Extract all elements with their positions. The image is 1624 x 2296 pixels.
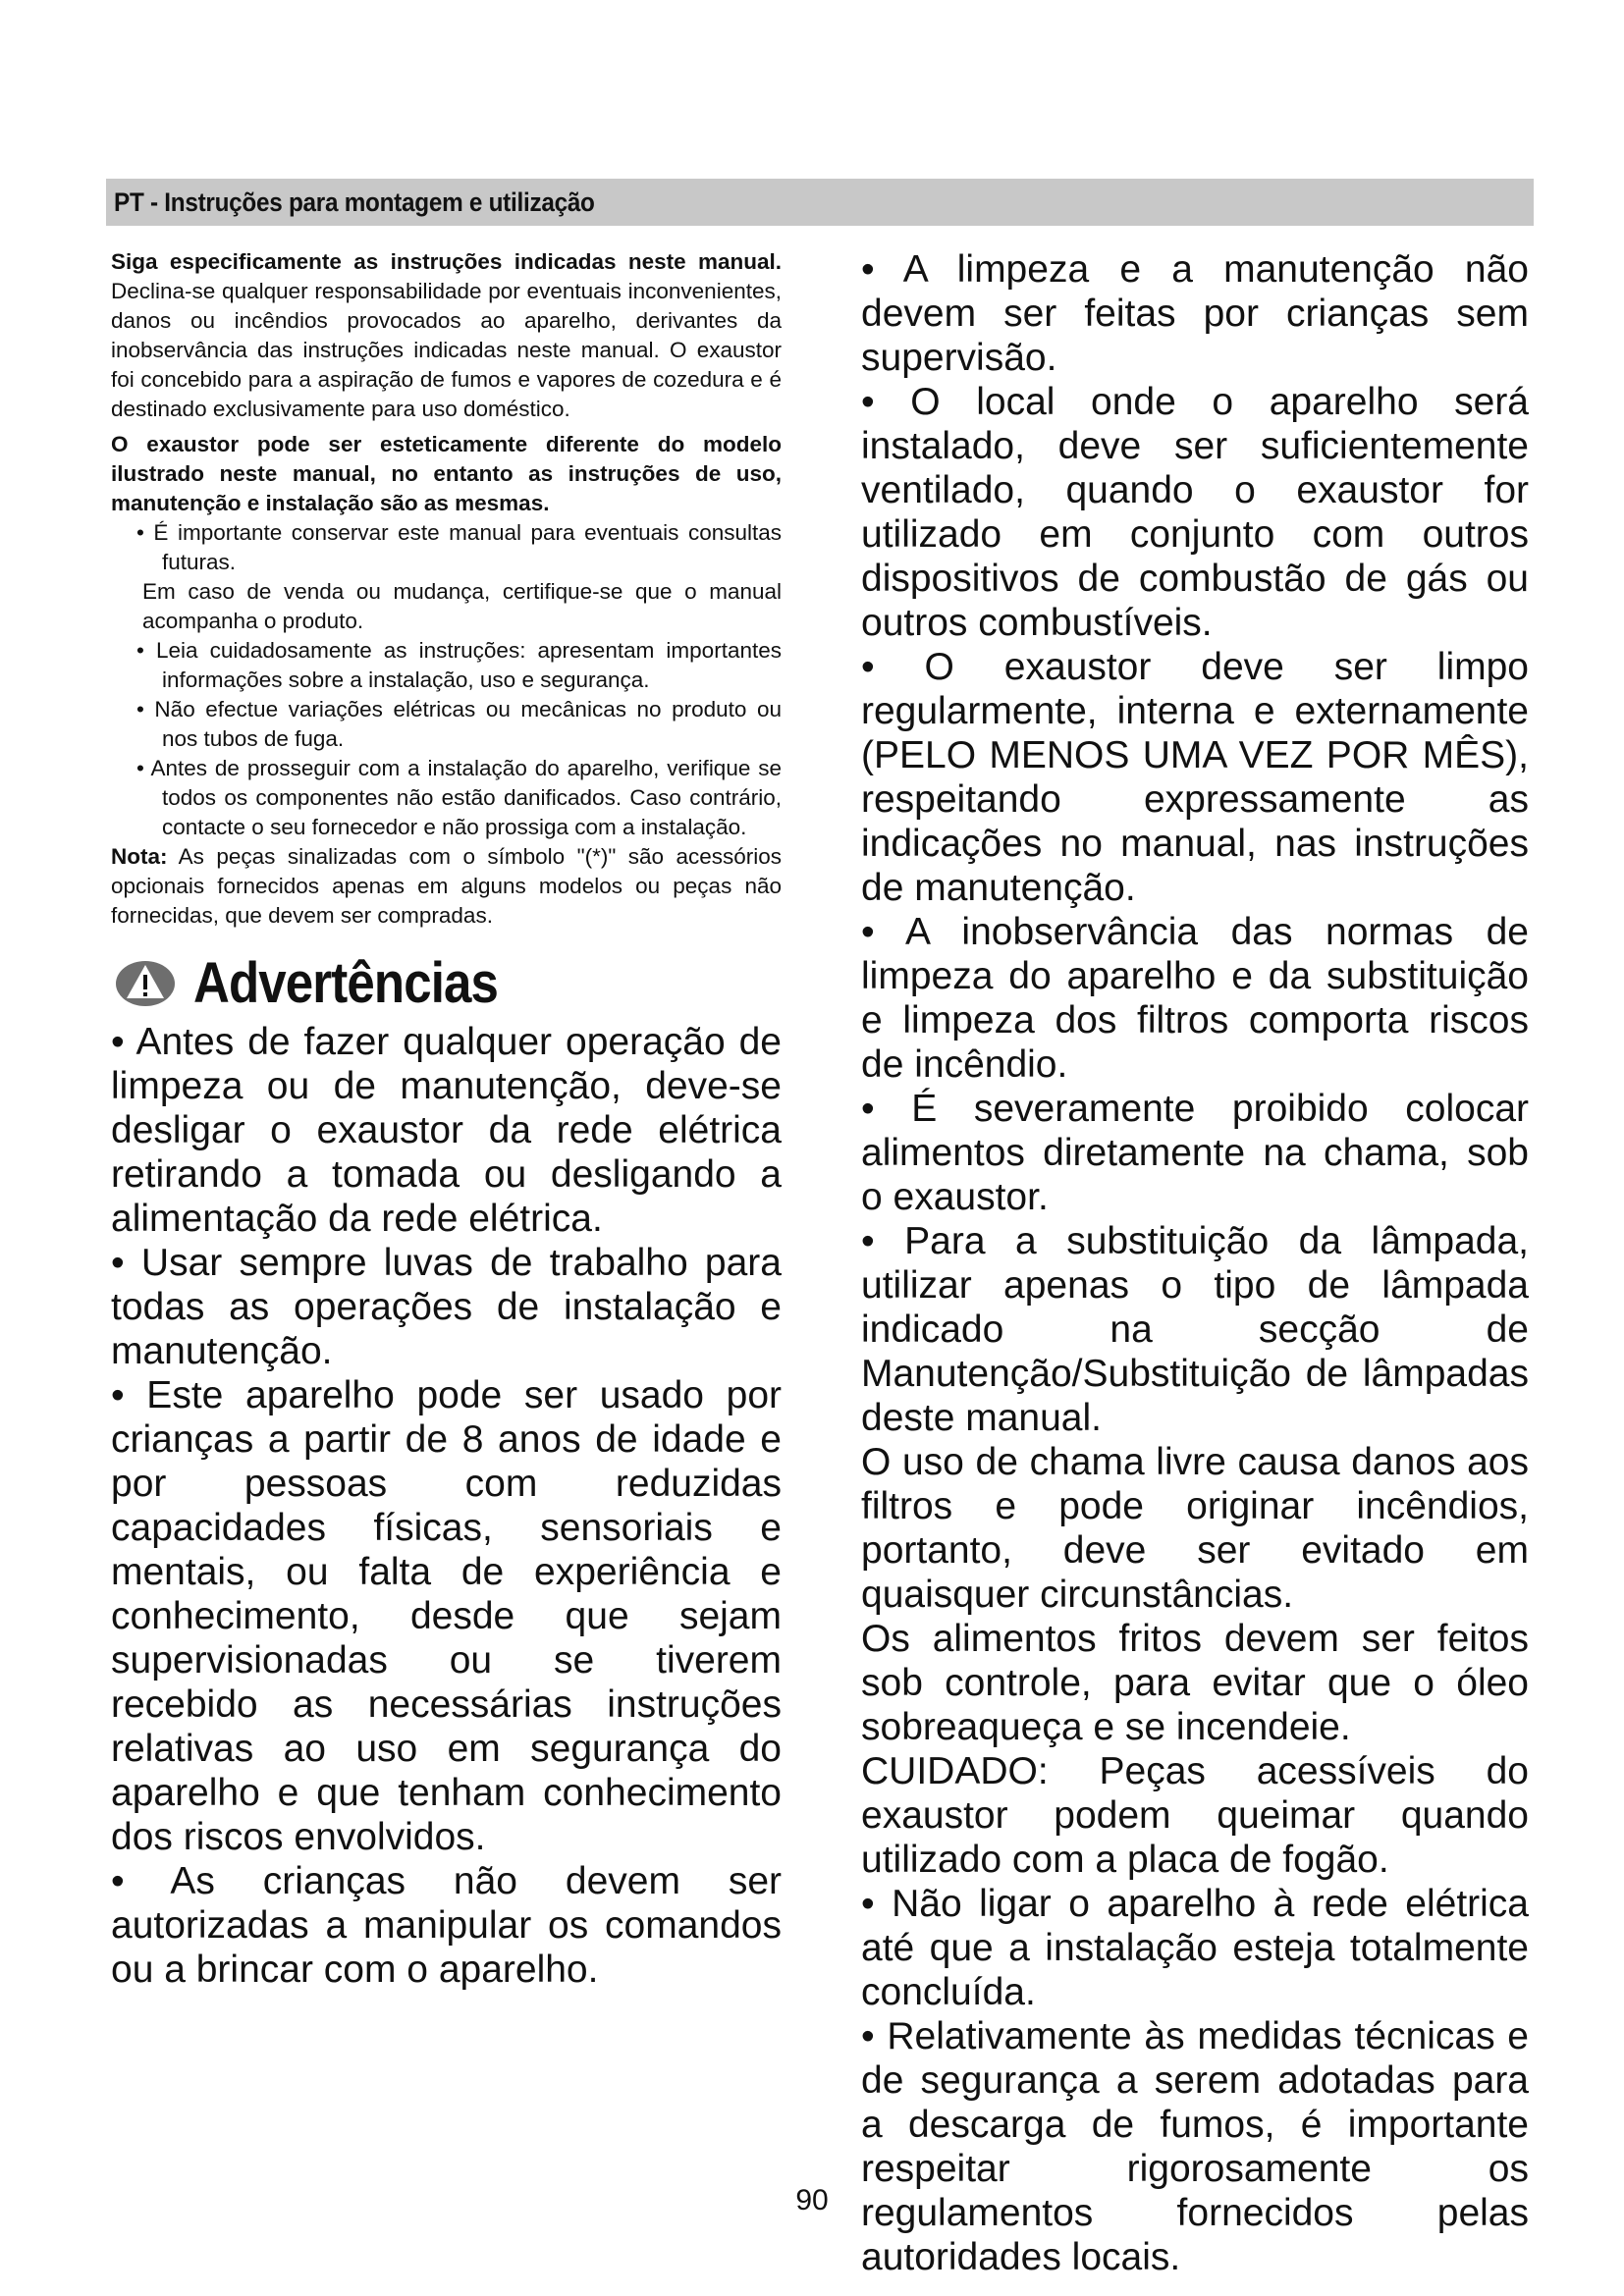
intro-bullet-3: • Não efectue variações elétricas ou mecânicas no produto ou nos tubos de fuga. [136, 697, 782, 751]
warning-right-3: • O exaustor deve ser limpo regularmente, interna e externamente (PELO MENOS UMA VEZ POR MÊS), respeitando expressamente as indicações no manual, nas instruções de manutenção. [861, 646, 1529, 909]
warning-left-2: • Usar sempre luvas de trabalho para todas as operações de instalação e manutenção. [111, 1242, 782, 1372]
warning-right-10: • Não ligar o aparelho à rede elétrica até que a instalação esteja totalmente concluída. [861, 1883, 1529, 2013]
section-header [106, 179, 1534, 226]
note-text: As peças sinalizadas com o símbolo "(*)" são acessórios opcionais fornecidos apenas em alguns modelos ou peças não fornecidas, que devem ser compradas. [111, 844, 782, 928]
intro-bullet-1-followup: Em caso de venda ou mudança, certifique-se que o manual acompanha o produto. [142, 579, 782, 633]
warning-right-2: • O local onde o aparelho será instalado, deve ser suficientemente ventilado, quando o exaustor for utilizado em conjunto com outros dispositivos de combustão de gás ou outros combustíveis. [861, 381, 1529, 644]
warnings-heading [111, 950, 782, 1016]
right-column [861, 247, 1529, 2279]
warning-right-9: CUIDADO: Peças acessíveis do exaustor podem queimar quando utilizado com a placa de fogão. [861, 1750, 1529, 1881]
warning-left-3: • Este aparelho pode ser usado por crianças a partir de 8 anos de idade e por pessoas com reduzidas capacidades físicas, sensoriais e mentais, ou falta de experiência e conhecimento, desde que sejam supervisionadas ou se tiverem recebido as necessárias instruções relativas ao uso em segurança do aparelho e que tenham conhecimento dos riscos envolvidos. [111, 1374, 782, 1858]
intro-bullet-1: • É importante conservar este manual para eventuais consultas futuras. [136, 520, 782, 574]
note-label: Nota: [111, 844, 168, 869]
note-paragraph [111, 842, 782, 931]
warning-left-1: • Antes de fazer qualquer operação de limpeza ou de manutenção, deve-se desligar o exaustor da rede elétrica retirando a tomada ou desligando a alimentação da rede elétrica. [111, 1021, 782, 1240]
left-column [111, 247, 782, 1992]
intro-bullet-4: • Antes de prosseguir com a instalação do aparelho, verifique se todos os componentes não estão danificados. Caso contrário, contacte o seu fornecedor e não prossiga com a instalação. [136, 756, 782, 839]
intro-bold-lead: Siga especificamente as instruções indicadas neste manual. [111, 249, 782, 274]
model-notice [111, 430, 782, 518]
intro-bullet-2: • Leia cuidadosamente as instruções: apresentam importantes informações sobre a instalação, uso e segurança. [136, 638, 782, 692]
warning-right-8: Os alimentos fritos devem ser feitos sob controle, para evitar que o óleo sobreaqueça e se incendeie. [861, 1618, 1529, 1748]
section-title: PT - Instruções para montagem e utilização [114, 187, 595, 217]
warning-icon [115, 959, 176, 1008]
page-number: 90 [795, 2184, 829, 2216]
warning-right-4: • A inobservância das normas de limpeza do aparelho e da substituição e limpeza dos filtros comporta riscos de incêndio. [861, 911, 1529, 1086]
warning-right-6: • Para a substituição da lâmpada, utilizar apenas o tipo de lâmpada indicado na secção de Manutenção/Substituição de lâmpadas deste manual. [861, 1220, 1529, 1439]
intro-paragraph [111, 247, 782, 424]
warnings-title: Advertências [193, 951, 499, 1015]
intro-text: Declina-se qualquer responsabilidade por eventuais inconvenientes, danos ou incêndios provocados ao aparelho, derivantes da inobservância das instruções indicadas neste manual. O exaustor foi concebido para a aspiração de fumos e vapores de cozedura e é destinado exclusivamente para uso doméstico. [111, 279, 782, 421]
warning-left-4: • As crianças não devem ser autorizadas a manipular os comandos ou a brincar com o aparelho. [111, 1860, 782, 1991]
warning-right-11: • Relativamente às medidas técnicas e de segurança a serem adotadas para a descarga de fumos, é importante respeitar rigorosamente os regulamentos fornecidos pelas autoridades locais. [861, 2015, 1529, 2278]
warning-right-5: • É severamente proibido colocar alimentos diretamente na chama, sob o exaustor. [861, 1088, 1529, 1218]
warning-right-7: O uso de chama livre causa danos aos filtros e pode originar incêndios, portanto, deve ser evitado em quaisquer circunstâncias. [861, 1441, 1529, 1616]
warning-right-1: • A limpeza e a manutenção não devem ser feitas por crianças sem supervisão. [861, 248, 1529, 379]
model-notice-text: O exaustor pode ser esteticamente diferente do modelo ilustrado neste manual, no entanto as instruções de uso, manutenção e instalação são as mesmas. [111, 432, 782, 515]
